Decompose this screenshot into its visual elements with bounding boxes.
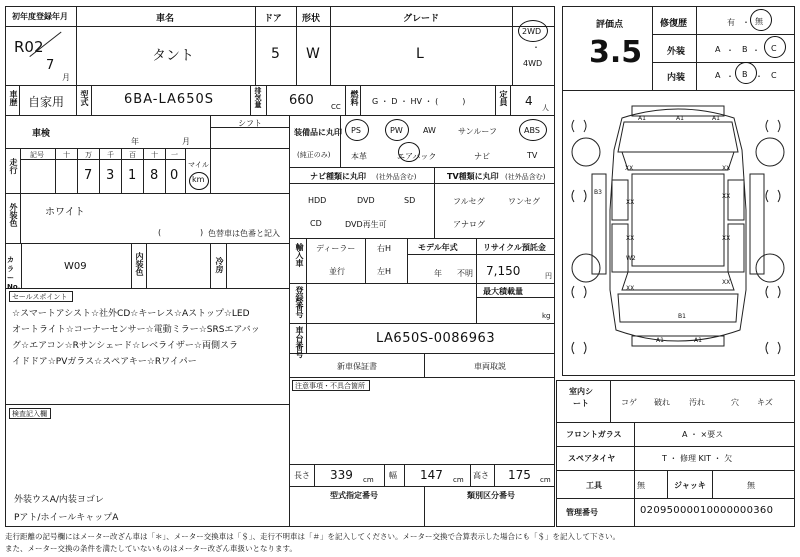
- navi-sd: SD: [404, 196, 416, 205]
- navi-cd: CD: [310, 219, 322, 228]
- model-value: 6BA-LA650S: [124, 92, 214, 107]
- car-damage-diagram: [562, 90, 795, 376]
- sales-point-line: オートライト☆コーナーセンサー☆電動ミラー☆SRSエアバッ: [12, 325, 260, 335]
- left-rear-door: [612, 224, 628, 272]
- digit-header: 十: [151, 151, 158, 159]
- color-label: 外装色: [9, 203, 18, 227]
- sales-point-label: セールスポイント: [12, 293, 68, 301]
- height-unit: cm: [540, 476, 551, 484]
- damage-mark: XX: [626, 199, 635, 206]
- mgmt-no: 02095000010000000360: [640, 505, 774, 516]
- max-load-kg: kg: [542, 312, 551, 320]
- interior-b: B: [742, 70, 748, 79]
- car-name-value: タント: [152, 48, 194, 64]
- damage-mark: XX: [722, 193, 731, 200]
- repair-option-no: 無: [755, 17, 763, 26]
- car-hood: [618, 122, 738, 152]
- width-value: 147: [420, 468, 443, 482]
- score-label: 評価点: [596, 20, 624, 30]
- chassis-no: LA650S-0086963: [376, 331, 496, 346]
- right-hand: 右H: [377, 244, 392, 253]
- jack-label: ジャッキ: [674, 481, 706, 490]
- shaken-month-unit: 月: [182, 137, 190, 146]
- damage-mark: B1: [678, 313, 686, 320]
- width-unit: cm: [453, 476, 464, 484]
- shift-label: シフト: [238, 119, 262, 128]
- grade-value: L: [416, 46, 424, 62]
- max-load-label: 最大積載量: [483, 287, 523, 296]
- tire-rear-right: [756, 254, 784, 282]
- repair-option-yes: 有: [727, 18, 735, 27]
- sales-point-line: グ☆エアコン☆Rサンシェード☆レベライザー☆両側スラ: [12, 341, 238, 351]
- interior-sep: ・: [726, 72, 734, 81]
- bracket-lower-l: [572, 342, 586, 354]
- caution-label: 注意事項・不具合箇所: [295, 382, 365, 390]
- bracket-ml: [572, 190, 586, 202]
- first-reg-label: 初年度登録年月: [12, 12, 68, 21]
- damage-mark: A1: [656, 337, 664, 344]
- capacity-label: 定員: [499, 90, 508, 106]
- shaken-year-unit: 年: [131, 137, 139, 146]
- new-car-warranty: 新車保証書: [337, 362, 377, 371]
- length-value: 339: [330, 468, 353, 482]
- right-front-door: [728, 180, 744, 220]
- fuel-label: 燃料: [350, 90, 359, 106]
- ac-label: 冷房: [215, 257, 224, 273]
- model-year-unit: 年: [434, 269, 442, 278]
- equip-ps: PS: [351, 126, 361, 135]
- inspector-notes-label: 検査記入欄: [12, 410, 47, 418]
- model-year-label: モデル年式: [418, 243, 458, 252]
- interior-color-label: 内装色: [135, 252, 144, 276]
- length-label: 長さ: [294, 471, 310, 480]
- seat-item: 汚れ: [689, 398, 705, 407]
- mileage-digit: 3: [106, 168, 115, 183]
- damage-mark: A1: [712, 115, 720, 122]
- seat-item: 穴: [731, 398, 739, 407]
- mileage-label: 走行: [9, 158, 18, 174]
- owner-manual: 車両取説: [474, 362, 506, 371]
- doors-value: 5: [271, 46, 280, 62]
- color-note: 色替車は色番と記入: [208, 229, 280, 238]
- mileage-digit: 7: [84, 168, 93, 183]
- vehicle-use-label: 車歴: [9, 90, 18, 106]
- height-label: 高さ: [473, 471, 489, 480]
- import-label: 輸入車: [295, 243, 304, 267]
- mile-label: マイル: [188, 161, 209, 169]
- right-side-panel: [750, 174, 764, 274]
- damage-mark: XX: [626, 285, 635, 292]
- exterior-b: B: [742, 45, 748, 54]
- tire-front-left: [572, 138, 600, 166]
- equip-navi: ナビ: [474, 152, 490, 161]
- navi-dvd: DVD: [357, 196, 375, 205]
- damage-mark: A1: [676, 115, 684, 122]
- capacity-value: 4: [525, 94, 533, 108]
- shape-label: 形状: [302, 14, 321, 24]
- color-value: ホワイト: [45, 207, 85, 218]
- sales-point-line: ☆スマートアシスト☆社外CD☆キーレス☆Aストップ☆LED: [12, 309, 250, 319]
- damage-mark: XX: [722, 235, 731, 242]
- car-body-outline: [610, 109, 746, 341]
- mgmt-no-label: 管理番号: [566, 508, 598, 517]
- color-no-label: カラーNo.: [7, 256, 21, 291]
- exterior-a: A: [715, 45, 721, 54]
- spare-tire-value: T ・ 修理 KIT ・ 欠: [662, 454, 733, 463]
- interior-label: 内装: [667, 73, 686, 83]
- interior-c: C: [771, 71, 777, 80]
- exterior-sep: ・: [726, 46, 734, 55]
- car-roof: [632, 174, 724, 266]
- damage-mark: XX: [626, 235, 635, 242]
- inspector-note-line: 外装ウスA/内装ヨゴレ: [14, 495, 104, 505]
- digit-header: 十: [63, 151, 70, 159]
- windshield-label: フロントガラス: [566, 430, 622, 439]
- inspector-note-line: Pアト/ホイールキャップA: [14, 513, 119, 523]
- damage-mark: A1: [638, 115, 646, 122]
- chassis-label: 車台番号: [295, 326, 304, 358]
- displacement-label: 排気量: [254, 87, 262, 108]
- repair-label: 修復歴: [660, 19, 688, 29]
- digit-header: 万: [85, 151, 92, 159]
- tire-rear-left: [572, 254, 600, 282]
- door-label: ドア: [264, 14, 282, 24]
- shape-value: W: [306, 46, 320, 62]
- tools-label: 工具: [586, 481, 602, 490]
- damage-mark: XX: [722, 279, 731, 286]
- mileage-digit: 0: [170, 168, 179, 183]
- recycle-yen: 円: [545, 272, 552, 280]
- tire-front-right: [756, 138, 784, 166]
- damage-mark: A1: [694, 337, 702, 344]
- import-parallel: 並行: [329, 267, 345, 276]
- reg-no-label: 登録番号: [295, 286, 304, 318]
- bracket-tr: [766, 120, 780, 132]
- first-reg-year: R02: [14, 38, 44, 56]
- sales-point-line: イドドア☆PVガラス☆スペアキー☆Rワイパー: [12, 357, 197, 367]
- score-value: 3.5: [589, 35, 643, 70]
- mileage-sub-label: 記号: [30, 151, 44, 159]
- damage-mark: XX: [722, 165, 731, 172]
- drive-dot: ・: [532, 43, 540, 52]
- equip-pw: PW: [390, 126, 403, 135]
- mileage-digit: 1: [128, 168, 137, 183]
- car-name-label: 車名: [156, 14, 175, 24]
- navi-dvd-play: DVD再生可: [345, 220, 387, 229]
- equip-airbag: エアバック: [397, 152, 437, 161]
- tv-fullseg: フルセグ: [453, 197, 485, 206]
- bracket-br: [766, 286, 780, 298]
- cc-unit: CC: [331, 103, 341, 111]
- digit-header: 一: [171, 151, 178, 159]
- seat-item: キズ: [757, 398, 773, 407]
- digit-header: 百: [129, 151, 136, 159]
- drive-4wd: 4WD: [523, 59, 543, 68]
- tv-label: TV種類に丸印: [447, 172, 499, 181]
- mileage-digit: 8: [150, 168, 159, 183]
- recycle-label: リサイクル預託金: [483, 243, 546, 252]
- height-value: 175: [508, 468, 531, 482]
- category-label: 類別区分番号: [467, 491, 515, 500]
- vehicle-use: 自家用: [28, 95, 65, 109]
- fuel-options: G ・ D ・ HV ・ ( ): [372, 97, 466, 106]
- equip-sunroof: サンルーフ: [458, 127, 497, 136]
- import-dealer: ディーラー: [316, 244, 356, 253]
- navi-hdd: HDD: [308, 196, 327, 205]
- width-label: 幅: [389, 471, 397, 480]
- bracket-lower-r: [766, 342, 780, 354]
- seat-item: コゲ: [621, 398, 637, 407]
- navi-sub: (社外品含む): [376, 173, 417, 181]
- damage-mark: W2: [626, 255, 636, 262]
- length-unit: cm: [363, 476, 374, 484]
- first-reg-month: 7: [46, 58, 55, 73]
- navi-label: ナビ種類に丸印: [310, 172, 366, 181]
- exterior-sep: ・: [752, 46, 760, 55]
- exterior-c: C: [771, 44, 777, 53]
- repair-sep: ・: [742, 18, 750, 27]
- equip-leather: 本革: [351, 152, 367, 161]
- bracket-tl: [572, 120, 586, 132]
- equipment-sub-label: (純正のみ): [297, 151, 331, 159]
- shaken-label: 車検: [32, 129, 51, 139]
- displacement-value: 660: [289, 93, 314, 108]
- color-paren-close: ): [200, 228, 204, 237]
- drive-2wd: 2WD: [522, 27, 542, 36]
- windshield-value: A ・ ×要ス: [682, 430, 724, 439]
- equip-tv: TV: [527, 151, 538, 160]
- jack-value: 無: [747, 481, 755, 490]
- bracket-bl: [572, 286, 586, 298]
- model-year-unknown: 不明: [457, 269, 473, 278]
- seat-item: 破れ: [654, 398, 670, 407]
- color-no: W09: [64, 261, 87, 272]
- recycle-value: 7,150: [486, 264, 521, 278]
- right-rear-door: [728, 224, 744, 272]
- equip-aw: AW: [423, 126, 436, 135]
- car-rear-window: [622, 272, 734, 290]
- footer-line-2: また、メーター交換の条件を満たしていないものはメーター改ざん車扱いとなります。: [5, 544, 297, 553]
- interior-a: A: [715, 71, 721, 80]
- tv-analog: アナログ: [453, 220, 485, 229]
- km-label: km: [192, 175, 205, 184]
- tools-value: 無: [637, 481, 645, 490]
- digit-header: 千: [107, 151, 114, 159]
- interior-sep: ・: [755, 72, 763, 81]
- month-unit: 月: [62, 73, 70, 82]
- bracket-mr: [766, 190, 780, 202]
- model-label: 型式: [80, 90, 89, 106]
- grade-label: グレード: [403, 14, 440, 24]
- damage-mark: XX: [625, 165, 634, 172]
- tv-sub: (社外品含む): [505, 173, 546, 181]
- equipment-label: 装備品に丸印: [294, 128, 342, 137]
- type-designation-label: 型式指定番号: [330, 491, 378, 500]
- interior-seat-label: 室内シート: [569, 387, 593, 408]
- color-paren-open: (: [158, 228, 162, 237]
- left-hand: 左H: [377, 267, 392, 276]
- footer-line-1: 走行距離の記号欄にはメーター改ざん車は「＊」、メーター交換車は「＄」、走行不明車は「＃」を記入してください。メーター交換で合算表示した場合にも「＄」を記入して下さい。: [5, 532, 620, 541]
- exterior-label: 外装: [667, 47, 686, 57]
- capacity-unit: 人: [542, 104, 549, 112]
- tv-oneseg: ワンセグ: [508, 197, 540, 206]
- car-windshield: [622, 152, 734, 170]
- equip-abs: ABS: [524, 126, 540, 135]
- spare-tire-label: スペアタイヤ: [568, 454, 616, 463]
- damage-mark: B3: [594, 189, 602, 196]
